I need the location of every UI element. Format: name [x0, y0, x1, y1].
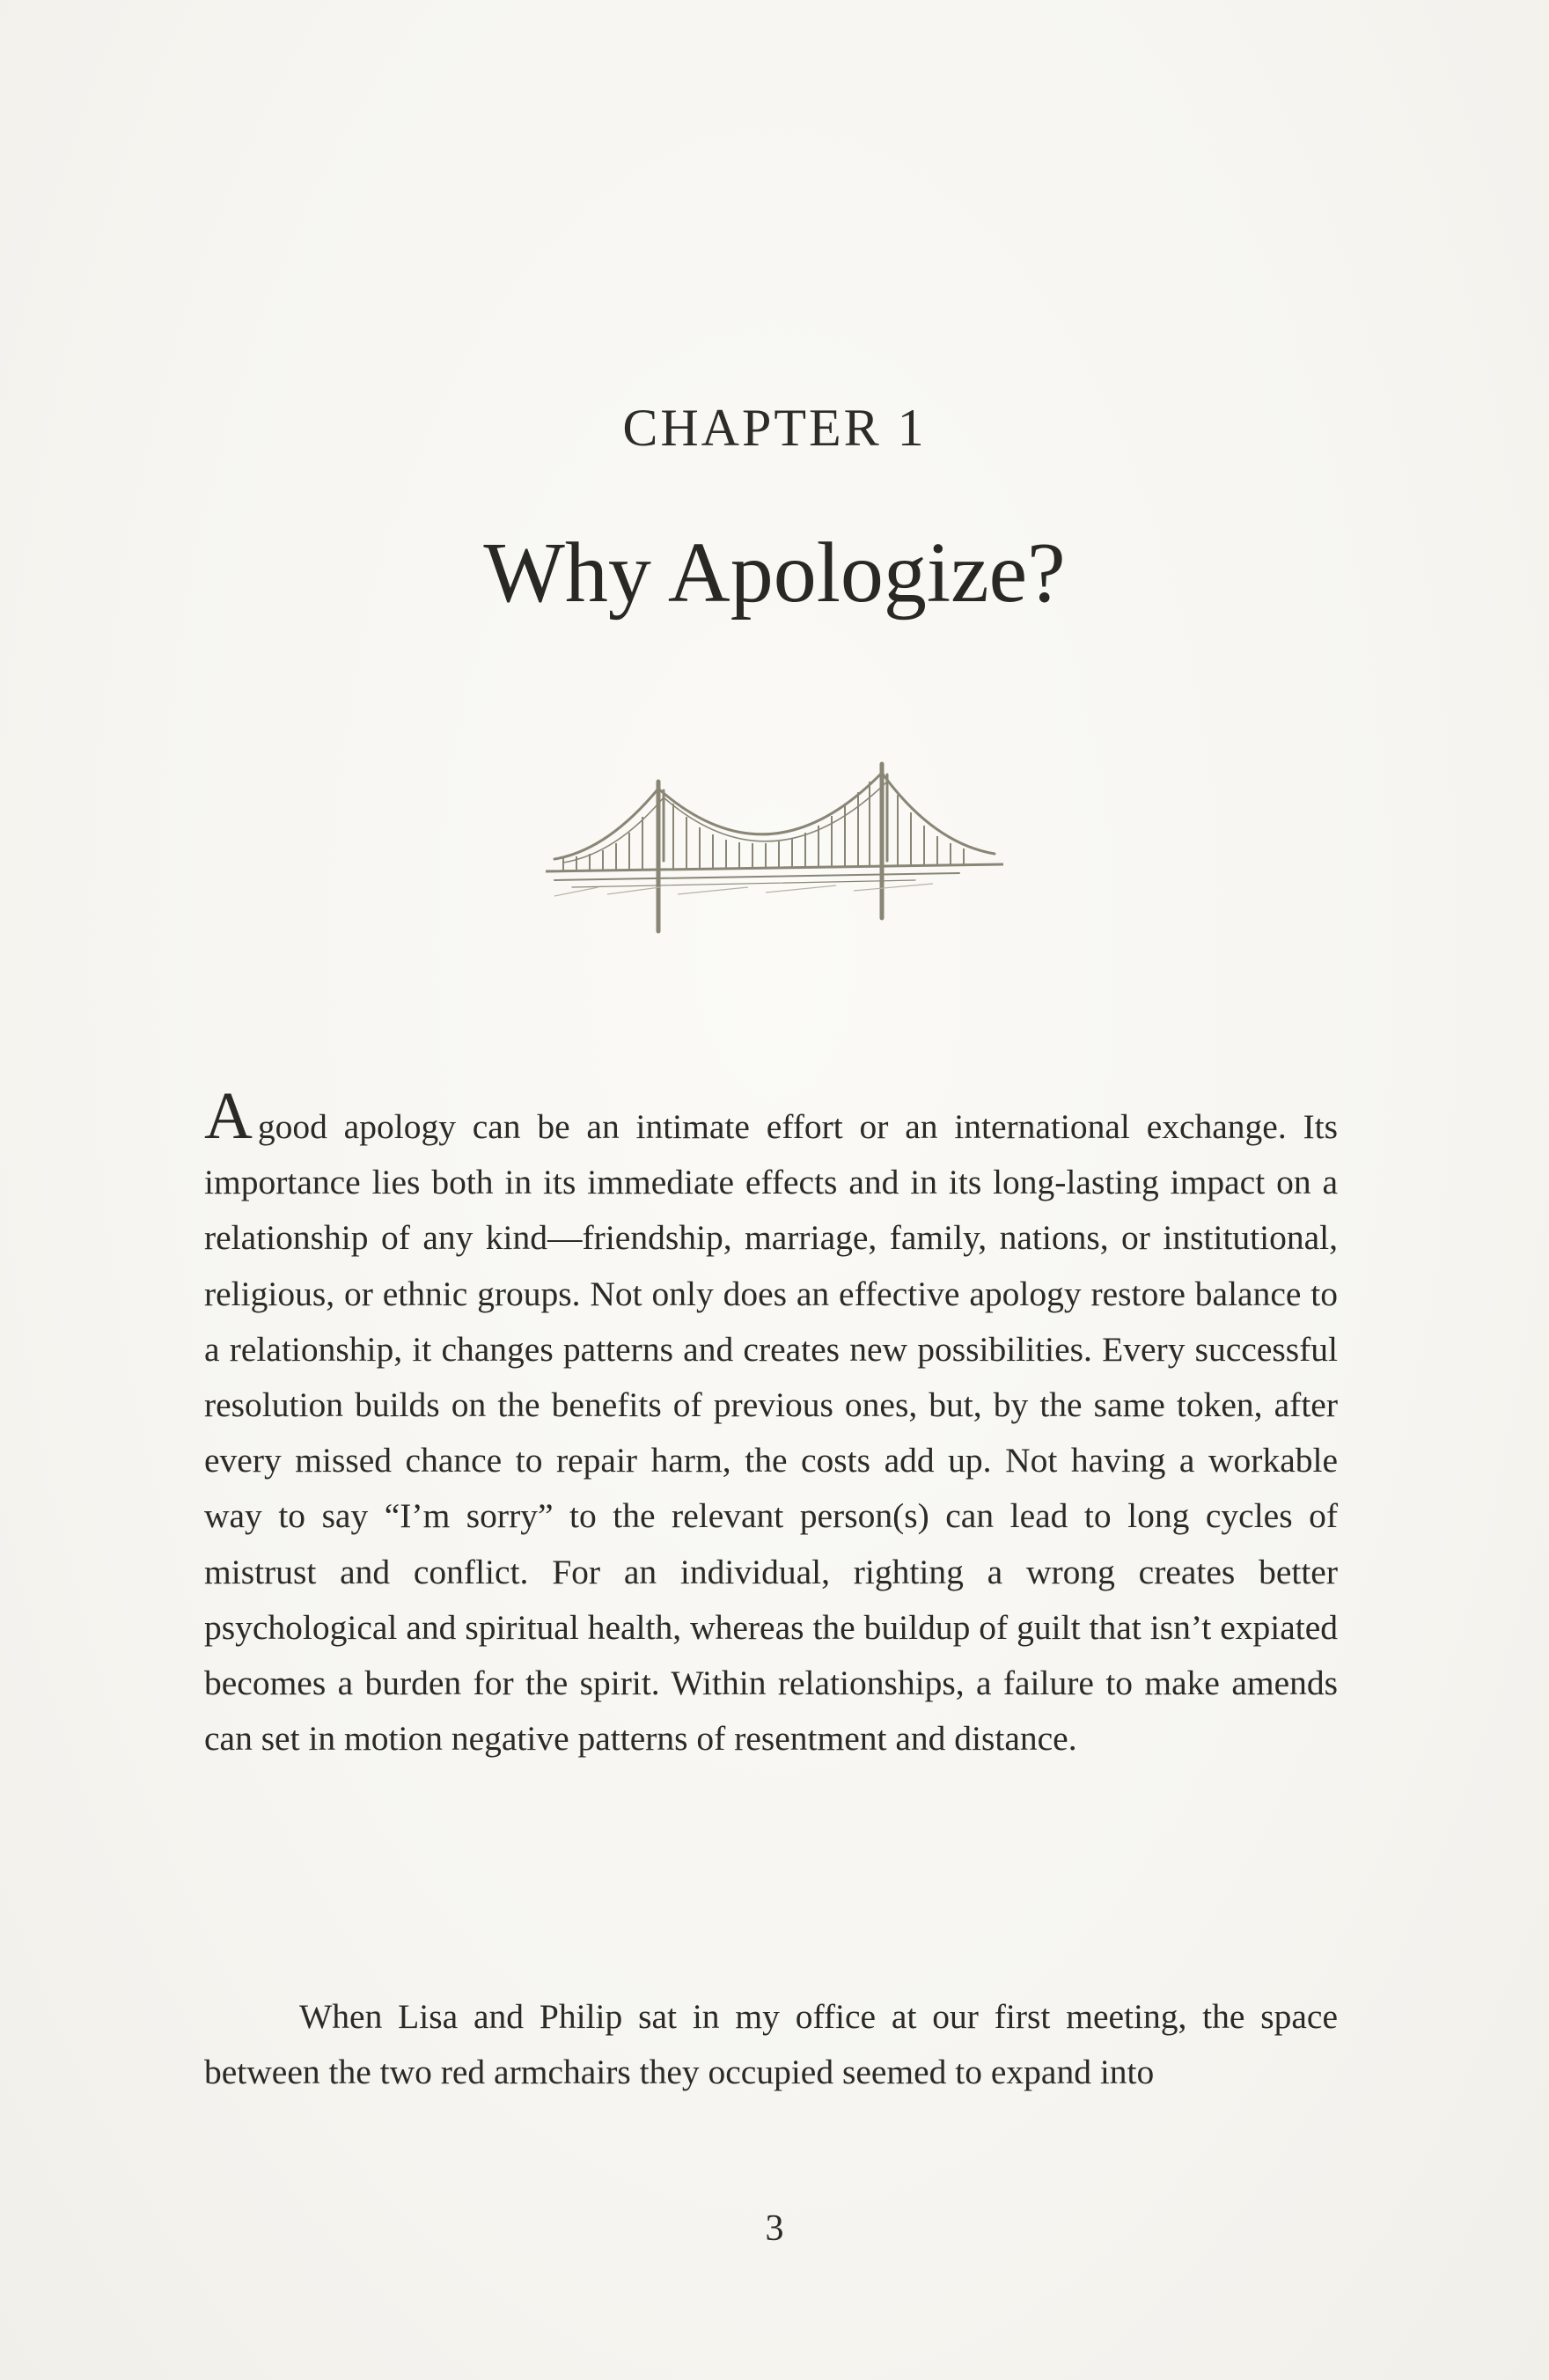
chapter-label: CHAPTER 1	[622, 399, 927, 457]
drop-cap: A	[204, 1079, 253, 1153]
paragraph-1-text: good apology can be an intimate effort or an international exchange. Its importance lies both in its immediate effects and in its long-lasting impact on a relationship of any kind—friendship, marriage, family, nations, or institutional, religious, or ethnic groups. Not only does an effective apology restore balance to a relationship, it changes patterns and creates new possibilities. Every successful resolution builds on the benefits of previous ones, but, by the same token, after every missed chance to repair harm, the costs add up. Not having a workable way to say “I’m sorry” to the relevant person(s) can lead to long cycles of mistrust and conflict. For an individual, righting a wrong creates better psychological and spiritual health, whereas the buildup of guilt that isn’t expiated becomes a burden for the spirit. Within relationships, a failure to make amends can set in motion negative patterns of resentment and distance.	[204, 1107, 1338, 1759]
chapter-title: Why Apologize?	[483, 525, 1066, 621]
body-paragraph-2: When Lisa and Philip sat in my office at our first meeting, the space between the two red armchairs they occupied seemed to expand into	[204, 1997, 1338, 2092]
body-paragraph-1	[204, 1079, 1338, 1767]
page-number: 3	[765, 2208, 784, 2249]
suspension-bridge-icon	[546, 755, 1003, 940]
